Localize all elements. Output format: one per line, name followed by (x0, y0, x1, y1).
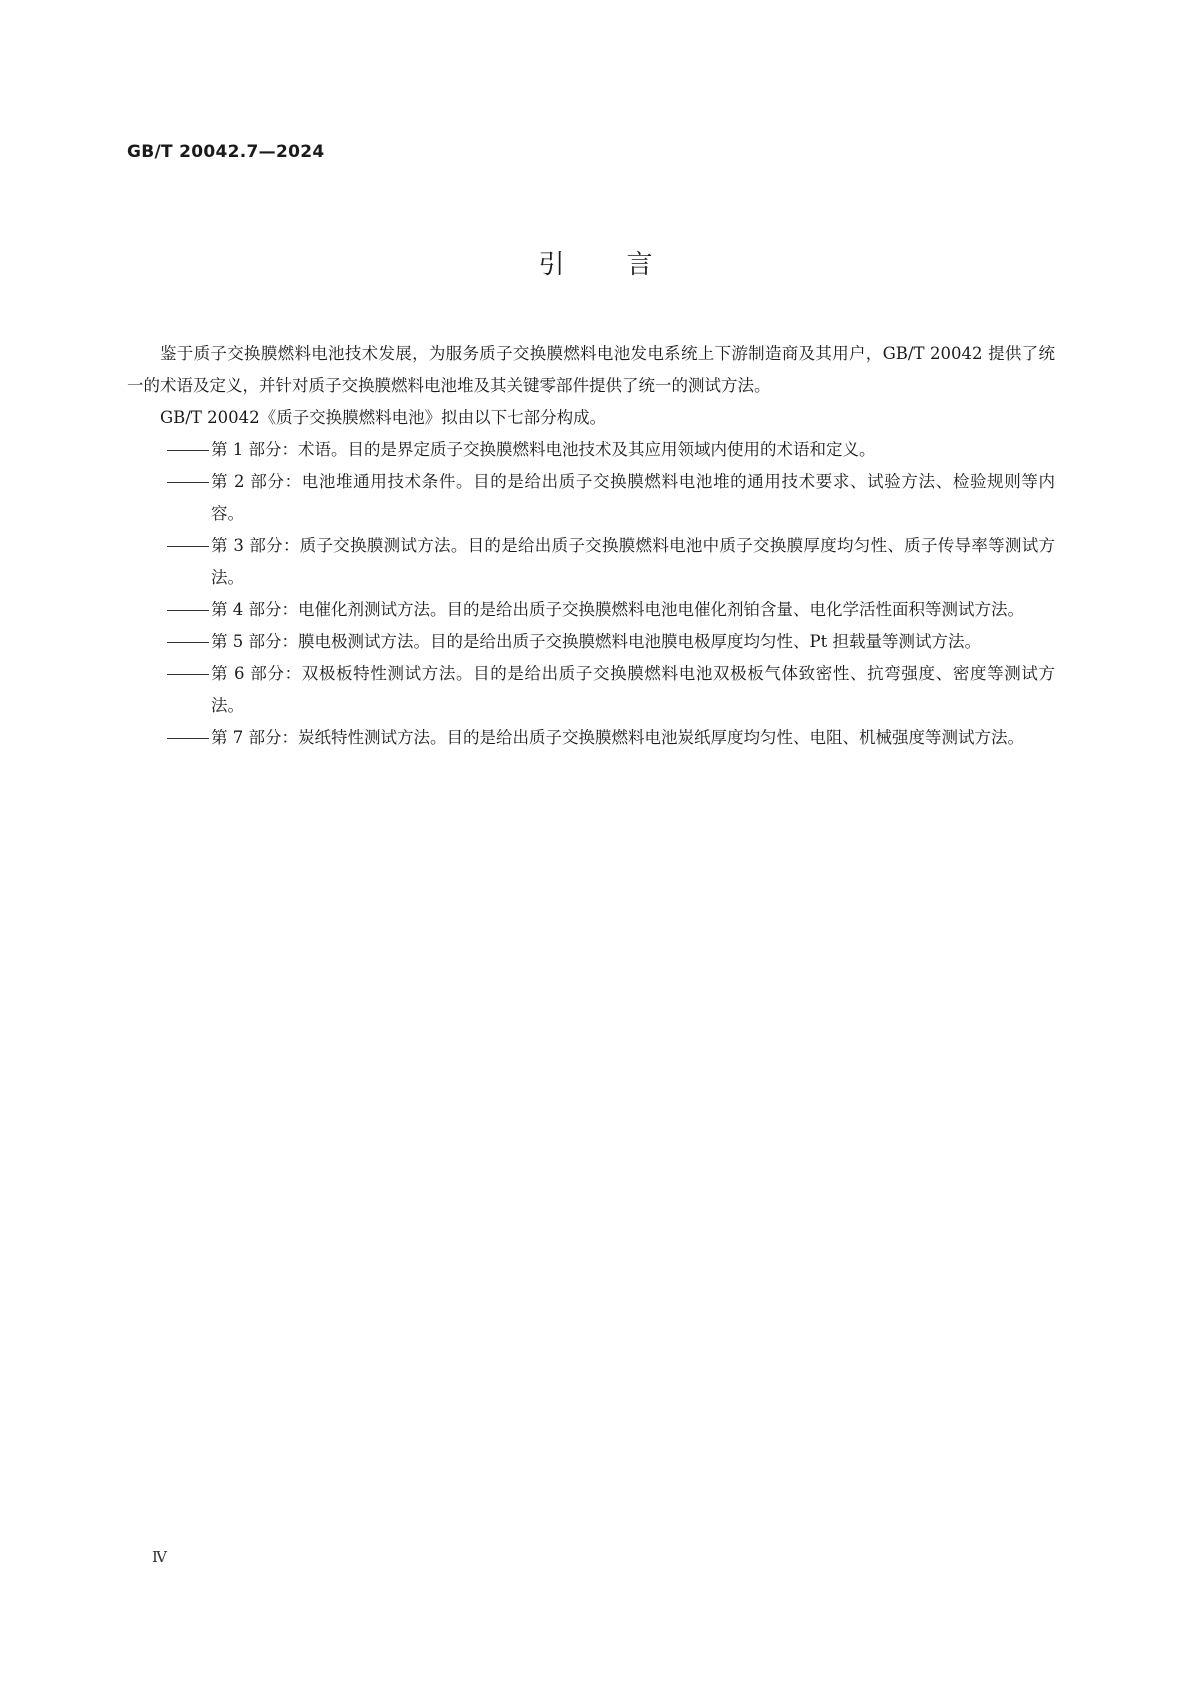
list-item-text: 第 7 部分：炭纸特性测试方法。目的是给出质子交换膜燃料电池炭纸厚度均匀性、电阻、机械强度等测试方法。 (211, 728, 1024, 747)
list-item (127, 626, 1055, 658)
list-item-text: 第 1 部分：术语。目的是界定质子交换膜燃料电池技术及其应用领域内使用的术语和定义。 (211, 440, 876, 459)
document-body (127, 338, 1055, 754)
list-item (127, 466, 1055, 530)
list-item-text: 第 6 部分：双极板特性测试方法。目的是给出质子交换膜燃料电池双极板气体致密性、抗弯强度、密度等测试方法。 (211, 664, 1055, 715)
list-item (127, 594, 1055, 626)
list-item (127, 530, 1055, 594)
document-code: GB/T 20042.7—2024 (127, 142, 325, 162)
list-item-text: 第 3 部分：质子交换膜测试方法。目的是给出质子交换膜燃料电池中质子交换膜厚度均匀性、质子传导率等测试方法。 (211, 536, 1055, 587)
list-item-text: 第 2 部分：电池堆通用技术条件。目的是给出质子交换膜燃料电池堆的通用技术要求、试验方法、检验规则等内容。 (211, 472, 1055, 523)
list-item-text: 第 5 部分：膜电极测试方法。目的是给出质子交换膜燃料电池膜电极厚度均匀性、Pt 担载量等测试方法。 (211, 632, 981, 651)
page-number: Ⅳ (152, 1548, 167, 1566)
page-title: 引言 (538, 250, 715, 280)
list-item (127, 722, 1055, 754)
intro-paragraph: 鉴于质子交换膜燃料电池技术发展，为服务质子交换膜燃料电池发电系统上下游制造商及其用户，GB/T 20042 提供了统一的术语及定义，并针对质子交换膜燃料电池堆及其关键零部件提供了统一的测试方法。 (127, 344, 1055, 395)
structure-paragraph: GB/T 20042《质子交换膜燃料电池》拟由以下七部分构成。 (160, 408, 607, 427)
list-item (127, 658, 1055, 722)
list-item (127, 434, 1055, 466)
list-item-text: 第 4 部分：电催化剂测试方法。目的是给出质子交换膜燃料电池电催化剂铂含量、电化学活性面积等测试方法。 (211, 600, 1024, 619)
parts-list (127, 434, 1055, 754)
